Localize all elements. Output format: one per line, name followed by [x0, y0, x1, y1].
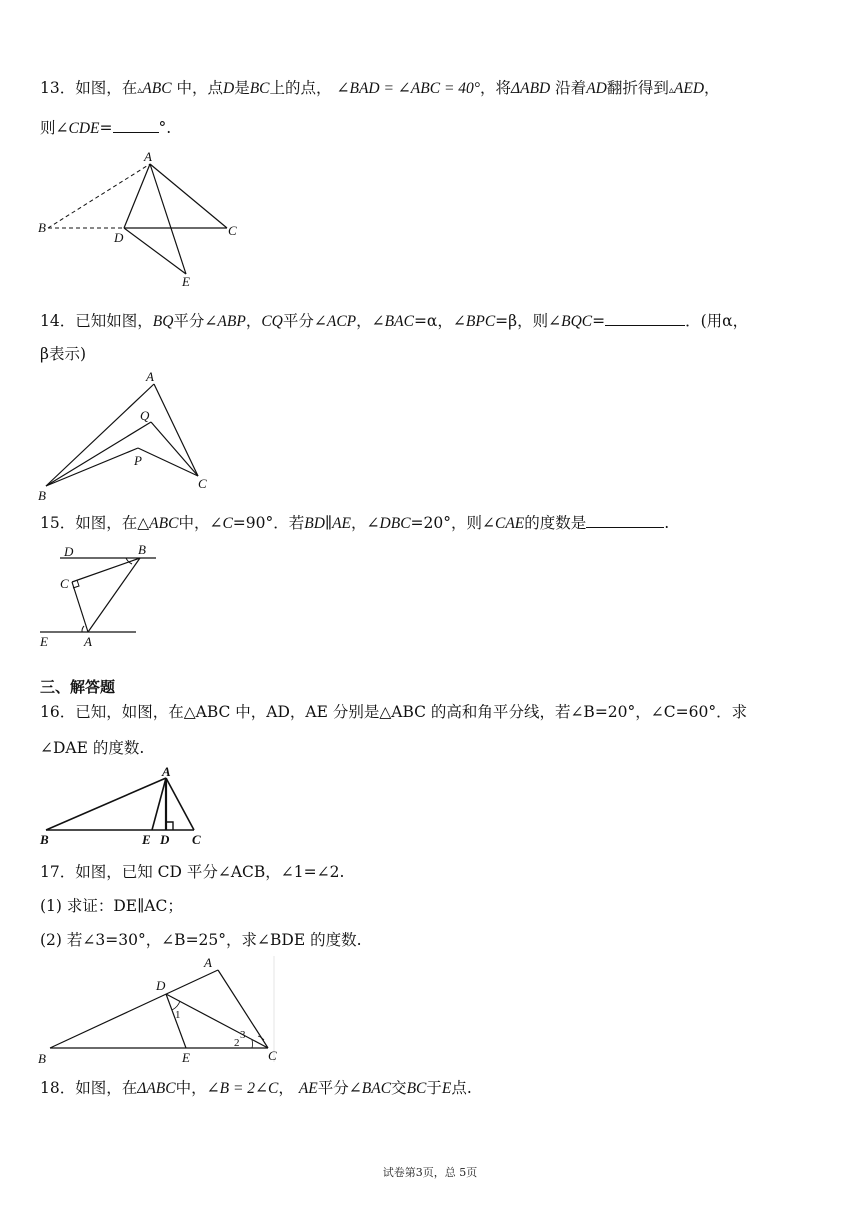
- angle-arc-a: [82, 626, 84, 632]
- q14-text: =α，∠: [413, 312, 466, 330]
- segment-ba: [50, 970, 218, 1048]
- q14-acp: ACP: [326, 313, 357, 330]
- q13-text: 上的点，: [269, 79, 332, 97]
- q14-bq: BQ: [152, 313, 174, 330]
- answer-blank[interactable]: [113, 118, 159, 133]
- q18-ae: AE: [298, 1080, 318, 1097]
- q14-text: =β，则∠: [495, 312, 562, 330]
- q13-text: 翻折得到: [606, 79, 669, 97]
- page-footer: 试卷第3页，总 5页: [382, 1166, 478, 1179]
- q13-triangle-abd: ΔABD: [511, 80, 551, 97]
- segment-ba: [88, 558, 140, 632]
- segment-ca: [72, 582, 88, 632]
- question-14-line-1: [40, 311, 748, 332]
- label-c: C: [60, 576, 69, 591]
- q18-text: 于: [426, 1079, 442, 1097]
- q14-bac: BAC: [384, 313, 414, 330]
- q13-text: ，将: [479, 79, 511, 97]
- figure-16: [36, 766, 222, 846]
- label-q: Q: [140, 408, 150, 423]
- q18-text: 18．如图，在: [40, 1079, 138, 1097]
- label-b: B: [40, 832, 49, 846]
- q15-text: =20°，则∠: [410, 514, 495, 532]
- q18-e: E: [441, 1080, 452, 1097]
- q13-text: 13．如图，在: [40, 79, 138, 97]
- q18-text: ，: [278, 1079, 294, 1097]
- label-a: A: [146, 369, 154, 384]
- angle-arc-2: [252, 1040, 253, 1048]
- q15-text: .: [664, 514, 670, 532]
- q15-text: 中，∠: [178, 514, 223, 532]
- segment-qc: [151, 422, 198, 476]
- q14-text: β表示): [40, 345, 87, 363]
- label-angle-3: 3: [240, 1029, 246, 1041]
- segment-ae: [150, 164, 186, 274]
- q18-bac: ∠BAC: [348, 1080, 392, 1097]
- q13-point-d: D: [223, 80, 235, 97]
- q18-text: 点.: [451, 1079, 472, 1097]
- q13-condition: ∠BAD = ∠ABC = 40°: [336, 80, 480, 97]
- segment-de: [124, 228, 186, 274]
- label-c: C: [228, 223, 237, 238]
- question-15-line-1: [40, 513, 669, 534]
- q14-cq: CQ: [261, 313, 283, 330]
- question-16-line-2: ∠DAE 的度数.: [40, 739, 145, 757]
- question-18-line-1: [40, 1078, 472, 1099]
- q18-text: 平分: [317, 1079, 349, 1097]
- label-d: D: [156, 978, 166, 993]
- label-a: A: [162, 766, 171, 779]
- q13-text: 沿着: [555, 79, 587, 97]
- triangle-symbol: ▵: [137, 85, 143, 96]
- segment-ac: [150, 164, 227, 228]
- q18-condition: ∠B = 2∠C: [206, 1080, 279, 1097]
- q15-ae: AE: [332, 515, 352, 532]
- segment-pc: [138, 448, 198, 476]
- segment-ae: [152, 778, 166, 830]
- figure-13: [38, 146, 248, 286]
- section-heading: 三、解答题: [40, 678, 116, 696]
- q15-text: ，∠: [351, 514, 380, 532]
- q14-text: 平分∠: [282, 312, 327, 330]
- label-d: D: [64, 544, 74, 559]
- q14-text: =: [592, 312, 606, 330]
- q13-text: 是: [234, 79, 250, 97]
- q13-text: =: [99, 119, 113, 137]
- label-angle-2: 2: [234, 1037, 240, 1049]
- question-13-line-1: [40, 78, 720, 101]
- question-17-line-3: (2) 若∠3=30°，∠B=25°，求∠BDE 的度数.: [40, 931, 362, 949]
- label-a: A: [144, 149, 152, 164]
- q18-text: 中，: [175, 1079, 207, 1097]
- label-e: E: [182, 274, 190, 286]
- q15-text: ∥: [324, 514, 333, 532]
- label-c: C: [268, 1048, 277, 1063]
- q13-text: 则∠: [40, 119, 69, 137]
- dashed-ba: [48, 164, 150, 228]
- answer-blank[interactable]: [586, 513, 664, 528]
- label-a: A: [204, 956, 212, 970]
- label-d: D: [114, 230, 124, 245]
- question-17-line-1: 17．如图，已知 CD 平分∠ACB，∠1=∠2.: [40, 863, 345, 881]
- q13-segment-bc: BC: [249, 80, 270, 97]
- figure-17: [36, 956, 282, 1066]
- q14-text: 平分∠: [173, 312, 218, 330]
- q15-c: C: [222, 515, 233, 532]
- label-e: E: [40, 634, 48, 649]
- q13-triangle-aed: AED: [673, 80, 705, 97]
- label-a: A: [84, 634, 92, 649]
- q15-text: 的度数是: [524, 514, 587, 532]
- q15-dbc: DBC: [379, 515, 411, 532]
- q18-bc: BC: [406, 1080, 427, 1097]
- question-14-line-2: [40, 344, 86, 364]
- label-b: B: [38, 1051, 46, 1066]
- question-13-line-2: [40, 118, 171, 139]
- label-p: P: [134, 453, 142, 468]
- triangle-symbol: ▵: [668, 85, 674, 96]
- segment-ad: [124, 164, 150, 228]
- q18-triangle: ΔABC: [137, 1080, 176, 1097]
- q14-text: ，: [245, 312, 262, 330]
- label-b: B: [138, 542, 146, 557]
- q13-text: °.: [158, 119, 172, 137]
- label-c: C: [198, 476, 207, 491]
- q14-text: 14．已知如图，: [40, 312, 153, 330]
- figure-15: [36, 538, 166, 650]
- q15-text: 15．如图，在△: [40, 514, 150, 532]
- q15-abc: ABC: [149, 515, 179, 532]
- label-e: E: [182, 1050, 190, 1065]
- q13-text: 中，点: [176, 79, 223, 97]
- question-17-line-2: (1) 求证：DE∥AC；: [40, 897, 183, 915]
- segment-ac: [154, 384, 198, 476]
- segment-bc: [72, 558, 140, 582]
- segment-ba: [46, 384, 154, 486]
- q15-bd: BD: [304, 515, 325, 532]
- q15-text: =90°．若: [232, 514, 305, 532]
- q13-text: ，: [704, 79, 720, 97]
- q14-text: ．(用α，: [685, 312, 749, 330]
- q13-angle-cde: CDE: [68, 120, 100, 137]
- label-angle-1: 1: [175, 1009, 181, 1021]
- segment-dc: [166, 994, 268, 1048]
- q13-triangle-abc: ABC: [142, 80, 172, 97]
- figure-14: [36, 368, 216, 502]
- label-d: D: [160, 832, 170, 846]
- label-e: E: [142, 832, 151, 846]
- segment-de: [166, 994, 186, 1048]
- answer-blank[interactable]: [605, 311, 685, 326]
- q13-segment-ad: AD: [586, 80, 607, 97]
- q15-cae: CAE: [494, 515, 525, 532]
- segment-ba: [46, 778, 166, 830]
- q18-text: 交: [391, 1079, 407, 1097]
- q14-abp: ABP: [217, 313, 246, 330]
- q14-bpc: BPC: [465, 313, 496, 330]
- label-c: C: [192, 832, 201, 846]
- segment-bp: [46, 448, 138, 486]
- q14-bqc: BQC: [561, 313, 593, 330]
- label-b: B: [38, 220, 46, 235]
- question-16-line-1: 16．已知，如图，在△ABC 中，AD，AE 分别是△ABC 的高和角平分线，若∠B=20°，∠C=60°．求: [40, 703, 748, 721]
- q14-text: ，∠: [356, 312, 385, 330]
- label-b: B: [38, 488, 46, 502]
